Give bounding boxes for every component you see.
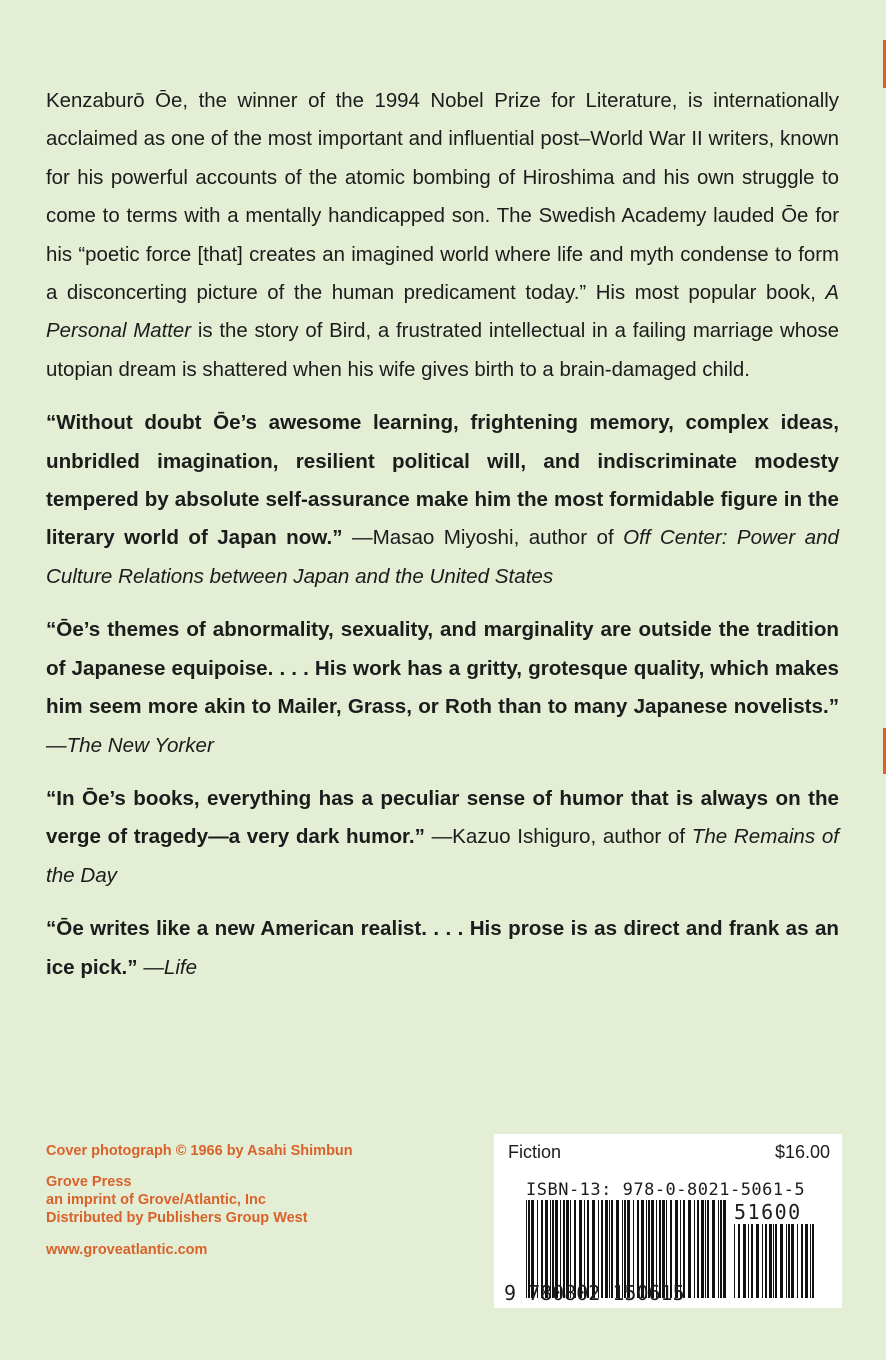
barcode-bar [734, 1224, 735, 1298]
barcode-bar [762, 1224, 763, 1298]
publisher-website: www.groveatlantic.com [46, 1242, 208, 1258]
book-description: Kenzaburō Ōe, the winner of the 1994 Nobel Prize for Literature, is internationally acclaimed as one of the most important and influential post–World War II writers, known for his powerful accounts of the atomic bombing of Hiroshima and his own struggle to come to terms with a mentally handicapped son. The Swedish Academy lauded Ōe for his “poetic force [that] creates an imagined world where life and myth condense to form a disconcerting picture of the human predicament today.” His most popular book, A Personal Matter is the story of Bird, a frustrated intellectual in a failing marriage whose utopian dream is shattered when his wife gives birth to a brain-damaged child. [46, 90, 839, 381]
quote-life [46, 910, 839, 987]
barcode-bar [694, 1200, 695, 1298]
barcode-bar [791, 1224, 794, 1298]
barcode-bar [705, 1200, 706, 1298]
quote-attribution: —Kazuo Ishiguro, author of [424, 825, 692, 849]
distributor: Distributed by Publishers Group West [46, 1210, 308, 1226]
ean-digits: 9 780802 150615 [504, 1281, 685, 1305]
barcode-bar [797, 1224, 798, 1298]
quote-source-title: —The New Yorker [46, 733, 214, 757]
quote-source-title: Off Center: Power and Culture Relations between Japan and the United States [46, 526, 839, 588]
barcode-bar [688, 1200, 691, 1298]
barcode-bar [810, 1224, 811, 1298]
barcode-bar [701, 1200, 704, 1298]
barcode-bar [720, 1200, 722, 1298]
quote-new-yorker [46, 611, 839, 765]
barcode-bar [743, 1224, 746, 1298]
barcode-bar [765, 1224, 767, 1298]
barcode-bar [780, 1224, 783, 1298]
barcode-bar [756, 1224, 759, 1298]
barcode-bar [723, 1200, 726, 1298]
quote-source-title: The Remains of the Day [46, 825, 839, 887]
publisher-name: Grove Press [46, 1174, 132, 1190]
quote-text: “Ōe writes like a new American realist. . . . His prose is as direct and frank as an ice pick.” [46, 917, 839, 979]
addon-digits: 51600 [734, 1200, 802, 1224]
barcode-bar [805, 1224, 808, 1298]
quote-text: “Without doubt Ōe’s awesome learning, frightening memory, complex ideas, unbridled imagination, resilient political will, and indiscriminate modesty tempered by absolute self-assurance make him the most formidable figure in the literary world of Japan now.” [46, 411, 839, 550]
barcode-bar [712, 1200, 715, 1298]
quote-ishiguro [46, 780, 839, 895]
barcode-bar [707, 1200, 709, 1298]
photo-credit: Cover photograph © 1966 by Asahi Shimbun [46, 1143, 353, 1159]
category-label: Fiction [508, 1142, 562, 1162]
barcode-bar [786, 1224, 787, 1298]
back-cover-text [46, 82, 839, 987]
publisher-credits [46, 1142, 353, 1259]
quote-text: “Ōe’s themes of abnormality, sexuality, and marginality are outside the tradition of Japanese equipoise. . . . His work has a gritty, grotesque quality, which makes him seem more akin to Mailer, Grass, or Roth than to many Japanese novelists.” [46, 618, 839, 719]
barcode-bar [812, 1224, 814, 1298]
barcode-bar [738, 1224, 740, 1298]
barcode-bar [748, 1224, 749, 1298]
quote-text: “In Ōe’s books, everything has a peculiar sense of humor that is always on the verge of tragedy—a very dark humor.” [46, 786, 839, 849]
quote-attribution: —Masao Miyoshi, author of [342, 526, 624, 550]
barcode-bar [697, 1200, 699, 1298]
barcode-bar [718, 1200, 719, 1298]
barcode-bar [769, 1224, 772, 1298]
barcode-bar [775, 1224, 777, 1298]
barcode-bar [751, 1224, 753, 1298]
barcode-bar [788, 1224, 790, 1298]
publisher-imprint: an imprint of Grove/Atlantic, Inc [46, 1192, 266, 1208]
barcode-box [494, 1134, 842, 1308]
quote-miyoshi [46, 404, 839, 596]
quote-source-title: —Life [143, 955, 198, 979]
isbn-label: ISBN-13: 978-0-8021-5061-5 [526, 1180, 806, 1200]
barcode-bar [773, 1224, 774, 1298]
price-label: $16.00 [774, 1142, 830, 1162]
book-title: A Personal Matter [46, 282, 839, 343]
barcode-bar [801, 1224, 803, 1298]
